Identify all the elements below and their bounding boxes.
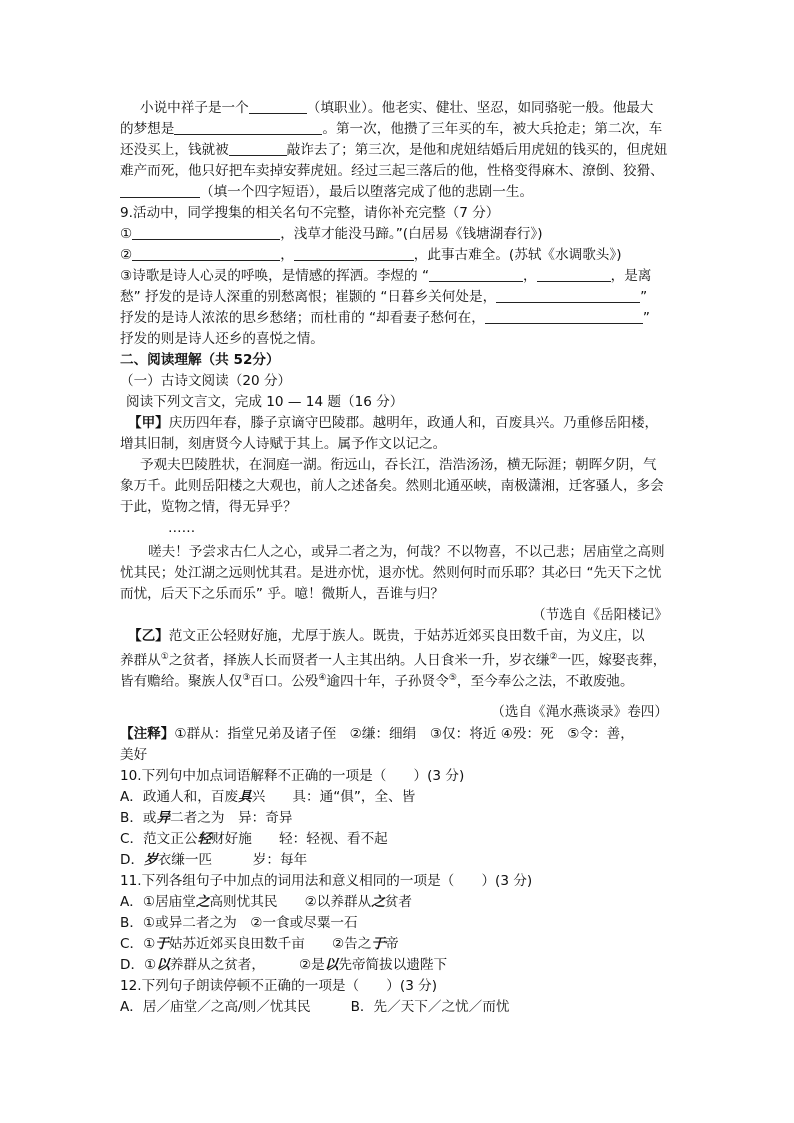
q12-options-row	[120, 997, 680, 1018]
passage-yi-line-2: 养群从①之贫者，择族人长而贤者一人主其出纳。人日食米一升，岁衣缣②一匹，嫁娶丧葬，	[120, 652, 667, 669]
q11-option-a[interactable]: A．①居庙堂之高则忧其民 ②以养群从之贫者	[120, 894, 412, 910]
q9-item-2: ② ， ，此事古难全。(苏轼《水调歌头》)	[120, 247, 622, 263]
passage-jia-line-4: 象万千。此则岳阳楼之大观也，前人之述备矣。然则北通巫峡，南极潇湘，迁客骚人，多会	[120, 478, 664, 494]
q11-option-b[interactable]: B．①或异二者之为 ②一食或尽粟一石	[120, 915, 358, 931]
ellipsis: ……	[168, 520, 196, 536]
notes-line-2: 美好	[120, 747, 148, 763]
answer-blank[interactable]	[120, 182, 200, 198]
answer-blank[interactable]	[537, 266, 611, 282]
section-heading: 二、阅读理解（共 52分）	[120, 352, 280, 368]
passage-yi-source: （选自《渑水燕谈录》卷四）	[491, 704, 668, 720]
answer-blank[interactable]	[229, 140, 287, 156]
answer-blank[interactable]	[132, 224, 280, 240]
intro-line-4: 难产而死，他只好把车卖掉安葬虎妞。经过三起三落后的他，性格变得麻木、潦倒、狡猾、	[120, 163, 664, 179]
answer-blank[interactable]	[294, 245, 414, 261]
q10-option-c[interactable]: C．范文正公轻财好施 轻：轻视、看不起	[120, 831, 388, 847]
q12-option-b[interactable]: B．先／天下／之忧／而忧	[350, 999, 510, 1015]
q10-option-b[interactable]: B．或异二者之为 异：奇异	[120, 810, 293, 826]
answer-blank[interactable]	[496, 287, 640, 303]
passage-jia-line-6: 嗟夫！予尝求古仁人之心，或异二者之为，何哉？不以物喜，不以己悲；居庙堂之高则	[148, 544, 665, 560]
q9-title: 9.活动中，同学搜集的相关名句不完整，请你补充完整（7 分）	[120, 205, 500, 221]
q11-option-d[interactable]: D．①以养群从之贫者， ②是以先帝简拔以遗陛下	[120, 957, 448, 973]
answer-blank[interactable]	[174, 119, 322, 135]
passage-jia-source: （节选自《岳阳楼记》	[532, 607, 668, 623]
passage-jia-line-7: 忧其民；处江湖之远则忧其君。是进亦忧，退亦忧。然则何时而乐耶？其必曰 “先天下之忧	[120, 565, 662, 581]
passage-jia-line-2: 增其旧制，刻唐贤今人诗赋于其上。属予作文以记之。	[120, 436, 447, 452]
intro-line-5: （填一个四字短语），最后以堕落完成了他的悲剧一生。	[120, 182, 680, 203]
answer-blank[interactable]	[485, 308, 643, 324]
passage-jia-line-1: 【甲】庆历四年春，滕子京谪守巴陵郡。越明年，政通人和，百废具兴。乃重修岳阳楼，	[128, 415, 659, 431]
q9-item-3-line-2: 愁” 抒发的是诗人深重的别愁离恨；崔颢的 “日暮乡关何处是， ”	[120, 289, 648, 305]
passage-jia-line-5: 于此，览物之情，得无异乎？	[120, 499, 297, 515]
answer-blank[interactable]	[132, 245, 280, 261]
notes-line-1: 【注释】①群从：指堂兄弟及诸子侄 ②缣：细绢 ③仅：将近 ④殁：死 ⑤令：善，	[120, 726, 634, 742]
q9-item-3-line-3: 抒发的是诗人浓浓的思乡愁绪；而杜甫的 “却看妻子愁何在， ”	[120, 310, 650, 326]
passage-jia-line-8: 而忧，后天下之乐而乐” 乎。噫！微斯人，吾谁与归？	[120, 586, 445, 602]
subsection-heading: （一）古诗文阅读（20 分）	[120, 373, 292, 389]
q11-option-c[interactable]: C．①于姑苏近郊买良田数千亩 ②告之于帝	[120, 936, 399, 952]
q9-item-3-line-4: 抒发的则是诗人还乡的喜悦之情。	[120, 331, 324, 347]
intro-line-3: 还没买上，钱就被 敲诈去了；第三次，是他和虎妞结婚后用虎妞的钱买的，但虎妞	[120, 142, 668, 158]
q10-title: 10.下列句中加点词语解释不正确的一项是（ ）(3 分)	[120, 768, 465, 784]
q10-option-a[interactable]: A．政通人和，百废具兴 具：通“俱”，全、皆	[120, 789, 416, 805]
answer-blank[interactable]	[429, 266, 523, 282]
q12-title: 12.下列句子朗读停顿不正确的一项是（ ）(3 分)	[120, 978, 438, 994]
passage-yi-line-1: 【乙】范文正公轻财好施，尤厚于族人。既贵，于姑苏近郊买良田数千亩，为义庄，以	[128, 628, 645, 644]
passage-yi-line-3: 皆有赡给。聚族人仅③百口。公殁④逾四十年，子孙贤令⑤，至今奉公之法，不敢废弛。	[120, 673, 634, 690]
q11-title: 11.下列各组句子中加点的词用法和意义相同的一项是（ ）(3 分)	[120, 873, 533, 889]
q10-option-d[interactable]: D．岁衣缣一匹 岁：每年	[120, 852, 308, 868]
passage-jia-line-3: 予观夫巴陵胜状，在洞庭一湖。衔远山，吞长江，浩浩汤汤，横无际涯；朝晖夕阴，气	[140, 457, 657, 473]
q9-item-3-line-1: ③诗歌是诗人心灵的呼唤，是情感的挥洒。李煜的 “ ， ，是离	[120, 268, 652, 284]
intro-line-1: 小说中祥子是一个 （填职业）。他老实、健壮、坚忍，如同骆驼一般。他最大	[140, 100, 654, 116]
reading-instruction: 阅读下列文言文，完成 10 — 14 题（16 分）	[126, 394, 404, 410]
answer-blank[interactable]	[249, 98, 307, 114]
q12-option-a[interactable]: A．居／庙堂／之高/则／忧其民	[120, 999, 311, 1015]
q9-item-1: ① ，浅草才能没马蹄。”(白居易《钱塘湖春行》)	[120, 226, 543, 242]
intro-line-2: 的梦想是 。第一次，他攒了三年买的车，被大兵抢走；第二次，车	[120, 121, 663, 137]
